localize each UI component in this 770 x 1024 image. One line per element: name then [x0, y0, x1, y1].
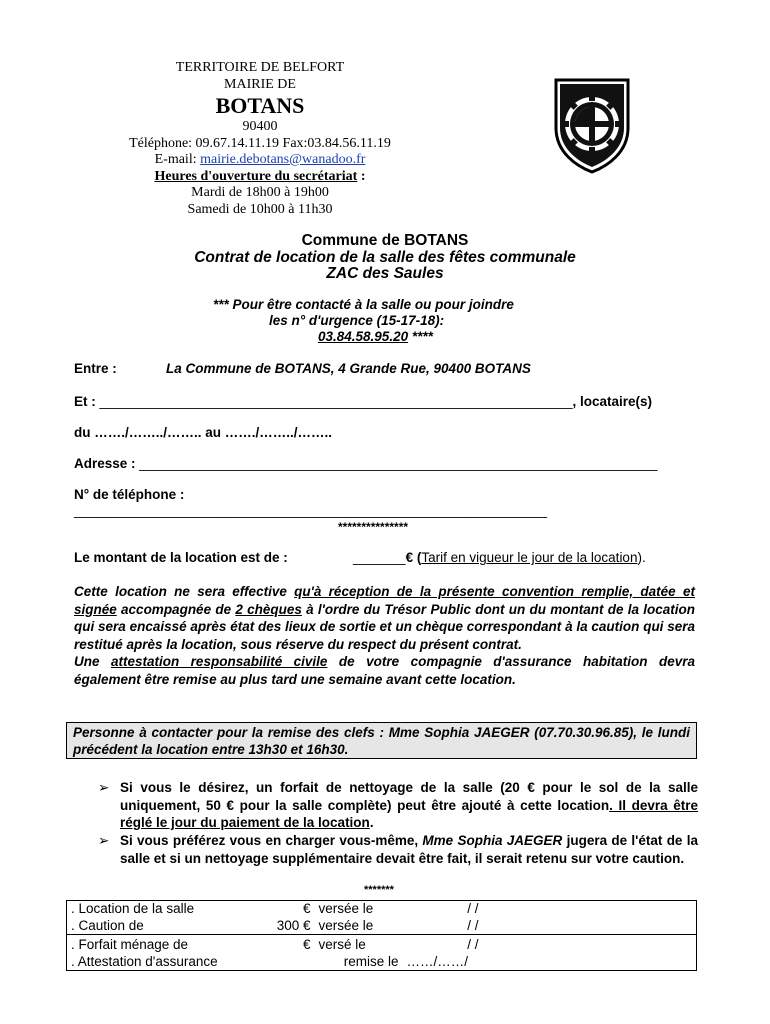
recap-date[interactable]: / / — [403, 901, 483, 918]
arrow-bullet-icon: ➢ — [98, 833, 110, 848]
phone-fax-line: Téléphone: 09.67.14.11.19 Fax:03.84.56.11.19 — [129, 135, 391, 151]
recap-action: versée le — [315, 918, 403, 935]
recap-date[interactable]: / / — [403, 918, 483, 935]
telephone-label: N° de téléphone : — [74, 487, 185, 502]
montant-end: ). — [637, 550, 646, 565]
recap-label: . Attestation d'assurance — [67, 954, 255, 971]
urgence-number: 03.84.58.95.20 — [318, 329, 409, 344]
recap-label: . Forfait ménage de — [67, 935, 255, 954]
hours-colon: : — [357, 168, 366, 184]
recap-label: . Caution de — [67, 918, 255, 935]
email-line — [100, 152, 420, 169]
hours-title-line — [100, 169, 420, 186]
title-zac: ZAC des Saules — [326, 265, 444, 282]
nettoyage-text-a: Si vous le désirez, un forfait de nettoyage de la salle (20 € pour le sol de la salle uniquement, 50 € pour la salle complète) peut être ajouté à cette location — [120, 780, 698, 813]
locataire-suffix: , locataire(s) — [572, 394, 653, 409]
recap-date[interactable]: / / — [403, 935, 483, 954]
montant-euro: € ( — [405, 550, 422, 565]
locataire-field[interactable]: _______________________________________________________________ — [99, 394, 573, 409]
hours-tuesday: Mardi de 18h00 à 19h00 — [191, 185, 329, 200]
recap-amount[interactable]: 300 € — [255, 918, 315, 935]
telephone-field[interactable]: _______________________________________________________________ — [74, 503, 548, 518]
title-contract: Contrat de location de la salle des fêtes communale — [194, 248, 576, 266]
cond-text-a: Cette location ne sera effective — [74, 584, 295, 599]
jugement-text-a: Si vous préférez vous en charger vous-même, — [120, 833, 423, 848]
urgence-number-line — [213, 329, 514, 345]
separator-stars-2: ******* — [364, 884, 394, 896]
jugement-text — [120, 832, 698, 867]
cond-text-b: accompagnée de — [116, 601, 236, 617]
assurance-underline: attestation responsabilité civile — [110, 654, 328, 669]
recap-amount[interactable]: € — [255, 901, 315, 918]
clefs-contact-box: Personne à contacter pour la remise des clefs : Mme Sophia JAEGER (07.70.30.96.85), le lundi précédent la location entre 13h30 et 16h30. — [66, 722, 697, 759]
entre-value: La Commune de BOTANS, 4 Grande Rue, 90400 BOTANS — [166, 361, 531, 376]
et-label: Et : — [74, 394, 100, 409]
jugement-bullet — [98, 832, 698, 867]
contract-title — [0, 233, 770, 283]
email-label: E-mail: — [154, 152, 201, 167]
urgence-line1: *** Pour être contacté à la salle ou pour joindre — [213, 297, 514, 312]
nettoyage-underline: . Il devra être réglé le jour du paiement de la location — [120, 797, 698, 830]
date-range-field[interactable]: du ……./……../…….. au ……./……../…….. — [74, 425, 333, 440]
et-line — [74, 394, 652, 409]
jugement-contact-name: Mme Sophia JAEGER — [422, 833, 563, 848]
assurance-text-b: de votre compagnie d'assurance habitation devra également être remise au plus tard une semaine avant cette location. — [74, 654, 695, 687]
email-link[interactable]: mairie.debotans@wanadoo.fr — [200, 152, 366, 167]
recap-action: remise le — [315, 954, 403, 971]
urgence-note — [213, 297, 514, 345]
recap-amount[interactable]: € — [255, 935, 315, 954]
nettoyage-bullet — [98, 779, 698, 832]
recap-action: versée le — [315, 901, 403, 918]
table-row — [67, 918, 697, 935]
assurance-text-a: Une — [74, 654, 111, 669]
montant-label: Le montant de la location est de : — [74, 550, 288, 565]
recap-amount[interactable] — [255, 954, 315, 971]
nettoyage-text — [120, 779, 698, 832]
postcode: 90400 — [242, 119, 278, 134]
territoire-label: TERRITOIRE DE BELFORT — [175, 60, 345, 75]
cond-text-c: à l'ordre du Trésor Public dont un du montant de la location qui sera encaissé après état des lieux de sortie et un chèque correspondant à la caution qui sera restitué après la location, sous réserve du respect du présent contrat. — [74, 601, 695, 652]
hours-title: Heures d'ouverture du secrétariat — [154, 168, 358, 184]
arrow-bullet-icon: ➢ — [98, 780, 110, 795]
hours-saturday: Samedi de 10h00 à 11h30 — [187, 201, 333, 217]
montant-note: Tarif en vigueur le jour de la location — [421, 550, 638, 565]
mairie-label: MAIRIE DE — [224, 76, 296, 92]
cond-underline-2: 2 chèques — [235, 601, 302, 617]
adresse-line — [74, 456, 657, 471]
recap-date[interactable]: ……/……/ — [403, 954, 483, 971]
cond-underline-1: qu'à réception de la présente convention remplie, datée et signée — [74, 584, 695, 617]
montant-line — [353, 550, 646, 565]
nettoyage-end: . — [369, 815, 374, 830]
recap-label: . Location de la salle — [67, 901, 255, 918]
table-row — [67, 954, 697, 971]
adresse-field[interactable]: _____________________________________________________________________ — [139, 456, 658, 471]
title-commune: Commune de BOTANS — [301, 232, 469, 249]
botans-coat-of-arms-logo — [552, 76, 632, 174]
table-row — [67, 935, 697, 954]
entre-label: Entre : — [74, 361, 117, 376]
recap-action: versé le — [315, 935, 403, 954]
mairie-header — [100, 60, 420, 218]
separator-stars: *************** — [338, 520, 409, 534]
montant-field[interactable]: _______ — [353, 550, 406, 565]
conditions-paragraph — [74, 583, 695, 688]
adresse-label: Adresse : — [74, 456, 140, 471]
urgence-line2: les n° d'urgence (15-17-18): — [269, 313, 445, 328]
urgence-stars: **** — [408, 329, 433, 344]
table-row — [67, 901, 697, 918]
payment-recap-table — [66, 900, 697, 971]
jugement-text-b: jugera de l'état de la salle et si un nettoyage supplémentaire devait être fait, il serait retenu sur votre caution. — [120, 833, 698, 866]
commune-name: BOTANS — [215, 93, 305, 118]
